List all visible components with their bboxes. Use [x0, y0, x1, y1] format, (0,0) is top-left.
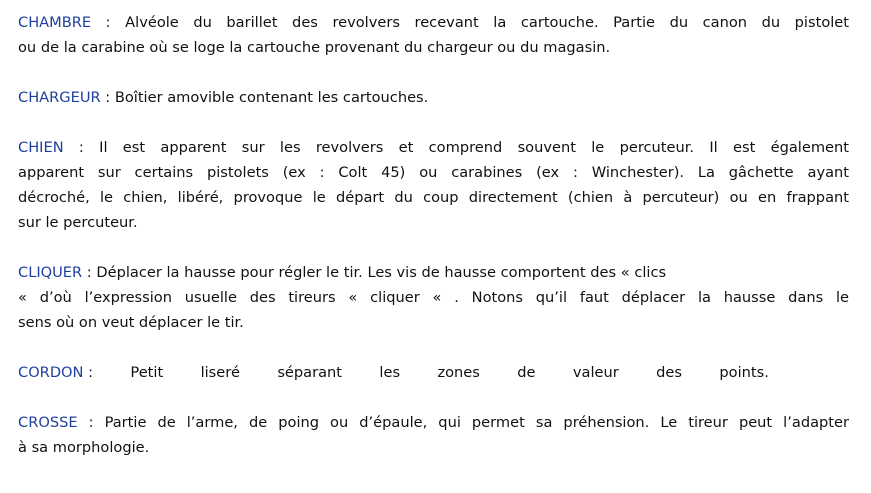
- term-separator: :: [100, 89, 115, 106]
- definition-line: ou de la carabine où se loge la cartouche provenant du chargeur ou du magasin.: [18, 39, 611, 56]
- definition-line: [18, 360, 769, 385]
- definition-line: Partie de l’arme, de poing ou d’épaule, qui permet sa préhension. Le tireur peut l’adapter: [104, 414, 849, 431]
- definition-word: les: [379, 364, 401, 381]
- term-cliquer: CLIQUER: [18, 264, 83, 281]
- glossary-entry-crosse: [18, 410, 849, 460]
- definition-word: zones: [437, 364, 480, 381]
- definition-line: à sa morphologie.: [18, 439, 150, 456]
- term-cordon: CORDON: [18, 364, 84, 381]
- definition-line: sur le percuteur.: [18, 214, 138, 231]
- definition-line: Il est apparent sur les revolvers et comprend souvent le percuteur. Il est également: [99, 139, 849, 156]
- term-chargeur: CHARGEUR: [18, 89, 101, 106]
- definition-word: de: [517, 364, 536, 381]
- glossary-entry-cordon: [18, 360, 849, 385]
- term-separator: :: [63, 139, 100, 156]
- definition-word: séparant: [277, 364, 343, 381]
- glossary-entry-chambre: [18, 10, 849, 60]
- definition-line: Boîtier amovible contenant les cartouches.: [114, 89, 429, 106]
- glossary-entry-chargeur: [18, 85, 849, 110]
- term-chambre: CHAMBRE: [18, 14, 92, 31]
- definition-word: des: [656, 364, 683, 381]
- glossary-entry-cliquer: [18, 260, 849, 335]
- definition-line: sens où on veut déplacer le tir.: [18, 314, 244, 331]
- term-chien: CHIEN: [18, 139, 64, 156]
- definition-word: liseré: [200, 364, 240, 381]
- definition-line: apparent sur certains pistolets (ex : Colt 45) ou carabines (ex : Winchester). La gâchette ayant: [18, 164, 849, 181]
- term-separator: :: [83, 364, 94, 381]
- definition-line: « d’où l’expression usuelle des tireurs « cliquer « . Notons qu’il faut déplacer la hausse dans le: [18, 289, 849, 306]
- definition-word: valeur: [572, 364, 619, 381]
- term-separator: :: [91, 14, 126, 31]
- definition-line: Déplacer la hausse pour régler le tir. Les vis de hausse comportent des « clics: [96, 264, 667, 281]
- definition-word: Petit: [130, 364, 164, 381]
- glossary-entry-chien: [18, 135, 849, 235]
- definition-line: décroché, le chien, libéré, provoque le départ du coup directement (chien à percuteur) ou en frappant: [18, 189, 849, 206]
- term-separator: :: [77, 414, 105, 431]
- definition-line: Alvéole du barillet des revolvers recevant la cartouche. Partie du canon du pistolet: [125, 14, 849, 31]
- definition-word: points.: [719, 364, 769, 381]
- term-crosse: CROSSE: [18, 414, 78, 431]
- term-separator: :: [82, 264, 97, 281]
